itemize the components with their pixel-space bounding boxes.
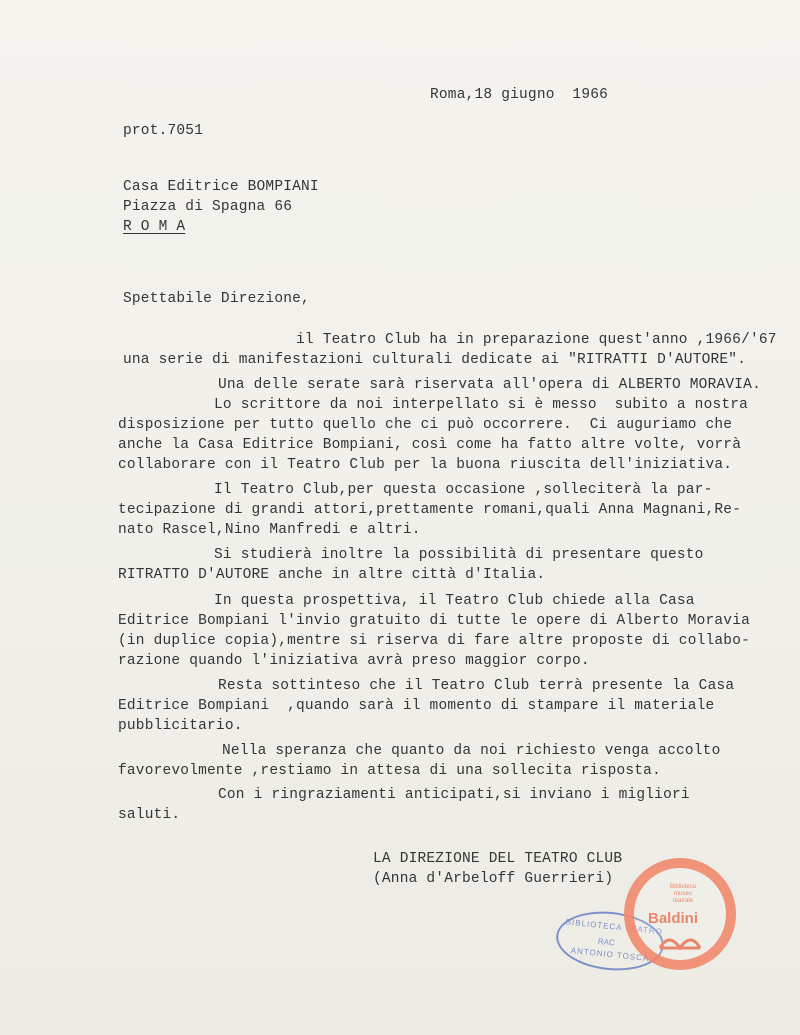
body-line: pubblicitario.: [118, 718, 243, 734]
body-line: il Teatro Club ha in preparazione quest'anno ,1966/'67: [296, 332, 777, 348]
stamp-line-3: ANTONIO TOSCA: [570, 945, 650, 964]
body-line: favorevolmente ,restiamo in attesa di una sollecita risposta.: [118, 763, 661, 779]
letter-date: Roma,18 giugno 1966: [430, 87, 609, 103]
body-line: disposizione per tutto quello che ci può occorrere. Ci auguriamo che: [118, 417, 733, 433]
book-arches-icon: [658, 930, 702, 950]
body-line: tecipazione di grandi attori,prettamente romani,quali Anna Magnani,Re-: [118, 502, 742, 518]
body-line: RITRATTO D'AUTORE anche in altre città d'Italia.: [118, 567, 546, 583]
body-line: Editrice Bompiani ,quando sarà il momento di stampare il materiale: [118, 698, 715, 714]
logo-name: Baldini: [648, 910, 699, 927]
body-line: razione quando l'iniziativa avrà preso maggior corpo.: [118, 653, 590, 669]
signature-line-1: LA DIREZIONE DEL TEATRO CLUB: [373, 851, 623, 867]
baldini-library-logo: [624, 858, 736, 970]
body-line: Nella speranza che quanto da noi richiesto venga accolto: [222, 743, 721, 759]
stamp-line-2: RAC: [597, 936, 616, 948]
body-line: In questa prospettiva, il Teatro Club chiede alla Casa: [214, 593, 695, 609]
body-line: Il Teatro Club,per questa occasione ,solleciterà la par-: [214, 482, 713, 498]
recipient-line-2: Piazza di Spagna 66: [123, 199, 293, 215]
salutation: Spettabile Direzione,: [123, 291, 310, 307]
logo-small-text: Biblioteca museo teatrale: [669, 884, 696, 904]
recipient-line-3: R O M A: [123, 219, 186, 235]
stamp-line-1: BIBLIOTECA TEATRO: [565, 917, 664, 937]
body-line: collaborare con il Teatro Club per la buona riuscita dell'iniziativa.: [118, 457, 733, 473]
body-line: Con i ringraziamenti anticipati,si inviano i migliori: [218, 787, 690, 803]
body-line: saluti.: [118, 807, 181, 823]
body-line: Resta sottinteso che il Teatro Club terrà presente la Casa: [218, 678, 735, 694]
body-line: Si studierà inoltre la possibilità di presentare questo: [214, 547, 704, 563]
protocol-number: prot.7051: [123, 123, 204, 139]
body-line: una serie di manifestazioni culturali dedicate ai "RITRATTI D'AUTORE".: [123, 352, 747, 368]
body-line: Lo scrittore da noi interpellato si è messo subito a nostra: [214, 397, 749, 413]
body-line: nato Rascel,Nino Manfredi e altri.: [118, 522, 421, 538]
body-line: (in duplice copia),mentre si riserva di fare altre proposte di collabo-: [118, 633, 751, 649]
body-line: anche la Casa Editrice Bompiani, così come ha fatto altre volte, vorrà: [118, 437, 742, 453]
body-line: Una delle serate sarà riservata all'opera di ALBERTO MORAVIA.: [218, 377, 761, 393]
body-line: Editrice Bompiani l'invio gratuito di tutte le opere di Alberto Moravia: [118, 613, 751, 629]
signature-line-2: (Anna d'Arbeloff Guerrieri): [373, 871, 614, 887]
recipient-line-1: Casa Editrice BOMPIANI: [123, 179, 319, 195]
